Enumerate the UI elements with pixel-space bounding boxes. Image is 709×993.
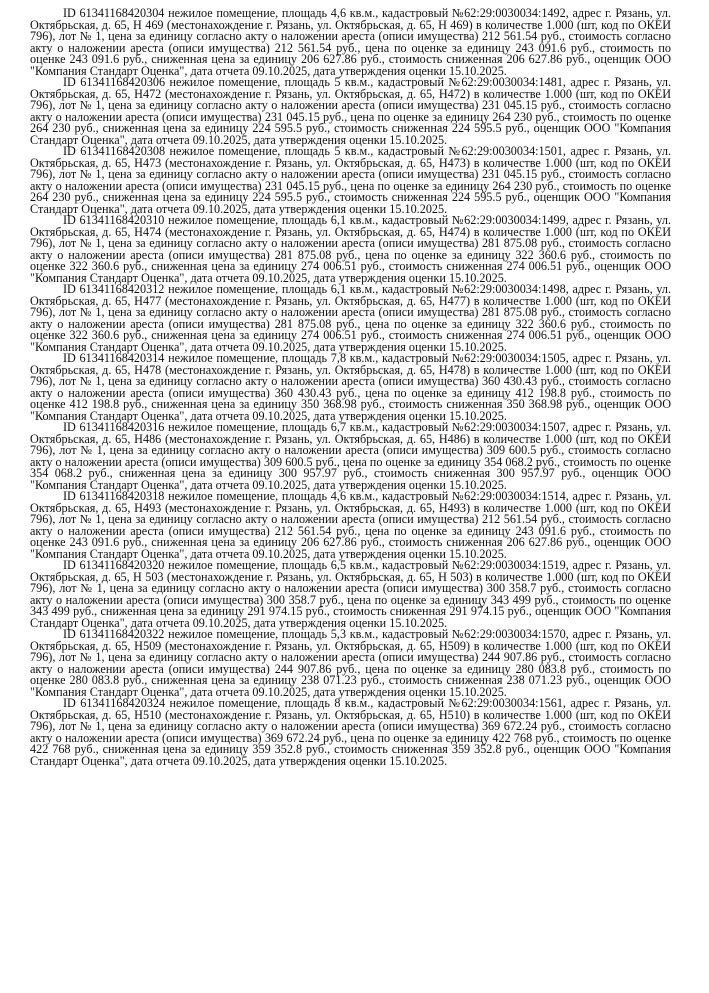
lot-item-paragraph: ID 61341168420312 нежилое помещение, площадь 6,1 кв.м., кадастровый №62:29:0030034:1498, адрес г. Рязань, ул. Октябрьская, д. 65, Н477 (местонахождение г. Рязань, ул. Октябрьская, д. 65, Н477) в количестве 1.000 (шт, код по ОКЕИ 796), лот № 1, цена за единицу согласно акту о наложении ареста (описи имущества) 281 875.08 руб., стоимость согласно акту о наложении ареста (описи имущества) 281 875.08 руб., цена по оценке за единицу 322 360.6 руб., стоимость по оценке 322 360.6 руб., сниженная цена за единицу 274 006.51 руб., стоимость сниженная 274 006.51 руб., оценщик ООО "Компания Стандарт Оценка", дата отчета 09.10.2025, дата утверждения оценки 15.10.2025. xyxy=(30,282,671,354)
document-page xyxy=(30,8,671,767)
lot-item-paragraph: ID 61341168420306 нежилое помещение, площадь 5 кв.м., кадастровый №62:29:0030034:1481, адрес г. Рязань, ул. Октябрьская, д. 65, Н472 (местонахождение г. Рязань, ул. Октябрьская, д. 65, Н472) в количестве 1.000 (шт, код по ОКЕИ 796), лот № 1, цена за единицу согласно акту о наложении ареста (описи имущества) 231 045.15 руб., стоимость согласно акту о наложении ареста (описи имущества) 231 045.15 руб., цена по оценке за единицу 264 230 руб., стоимость по оценке 264 230 руб., сниженная цена за единицу 224 595.5 руб., стоимость сниженная 224 595.5 руб., оценщик ООО "Компания Стандарт Оценка", дата отчета 09.10.2025, дата утверждения оценки 15.10.2025. xyxy=(30,75,671,147)
lot-item-paragraph: ID 61341168420322 нежилое помещение, площадь 5,3 кв.м., кадастровый №62:29:0030034:1570, адрес г. Рязань, ул. Октябрьская, д. 65, Н509 (местонахождение г. Рязань, ул. Октябрьская, д. 65, Н509) в количестве 1.000 (шт, код по ОКЕИ 796), лот № 1, цена за единицу согласно акту о наложении ареста (описи имущества) 244 907.86 руб., стоимость согласно акту о наложении ареста (описи имущества) 244 907.86 руб., цена по оценке за единицу 280 083.8 руб., стоимость по оценке 280 083.8 руб., сниженная цена за единицу 238 071.23 руб., стоимость сниженная 238 071.23 руб., оценщик ООО "Компания Стандарт Оценка", дата отчета 09.10.2025, дата утверждения оценки 15.10.2025. xyxy=(30,627,671,699)
lot-item-paragraph: ID 61341168420314 нежилое помещение, площадь 7,8 кв.м., кадастровый №62:29:0030034:1505, адрес г. Рязань, ул. Октябрьская, д. 65, Н478 (местонахождение г. Рязань, ул. Октябрьская, д. 65, Н478) в количестве 1.000 (шт, код по ОКЕИ 796), лот № 1, цена за единицу согласно акту о наложении ареста (описи имущества) 360 430.43 руб., стоимость согласно акту о наложении ареста (описи имущества) 360 430.43 руб., цена по оценке за единицу 412 198.8 руб., стоимость по оценке 412 198.8 руб., сниженная цена за единицу 350 368.98 руб., стоимость сниженная 350 368.98 руб., оценщик ООО "Компания Стандарт Оценка", дата отчета 09.10.2025, дата утверждения оценки 15.10.2025. xyxy=(30,351,671,423)
lot-item-paragraph: ID 61341168420318 нежилое помещение, площадь 4,6 кв.м., кадастровый №62:29:0030034:1514, адрес г. Рязань, ул. Октябрьская, д. 65, Н493 (местонахождение г. Рязань, ул. Октябрьская, д. 65, Н493) в количестве 1.000 (шт, код по ОКЕИ 796), лот № 1, цена за единицу согласно акту о наложении ареста (описи имущества) 212 561.54 руб., стоимость согласно акту о наложении ареста (описи имущества) 212 561.54 руб., цена по оценке за единицу 243 091.6 руб., стоимость по оценке 243 091.6 руб., сниженная цена за единицу 206 627.86 руб., стоимость сниженная 206 627.86 руб., оценщик ООО "Компания Стандарт Оценка", дата отчета 09.10.2025, дата утверждения оценки 15.10.2025. xyxy=(30,489,671,561)
lot-item-paragraph: ID 61341168420304 нежилое помещение, площадь 4,6 кв.м., кадастровый №62:29:0030034:1492, адрес г. Рязань, ул. Октябрьская, д. 65, Н 469 (местонахождение г. Рязань, ул. Октябрьская, д. 65, Н 469) в количестве 1.000 (шт, код по ОКЕИ 796), лот № 1, цена за единицу согласно акту о наложении ареста (описи имущества) 212 561.54 руб., стоимость согласно акту о наложении ареста (описи имущества) 212 561.54 руб., цена по оценке за единицу 243 091.6 руб., стоимость по оценке 243 091.6 руб., сниженная цена за единицу 206 627.86 руб., стоимость сниженная 206 627.86 руб., оценщик ООО "Компания Стандарт Оценка", дата отчета 09.10.2025, дата утверждения оценки 15.10.2025. xyxy=(30,6,671,78)
lot-item-paragraph: ID 61341168420316 нежилое помещение, площадь 6,7 кв.м., кадастровый №62:29:0030034:1507, адрес г. Рязань, ул. Октябрьская, д. 65, Н486 (местонахождение г. Рязань, ул. Октябрьская, д. 65, Н486) в количестве 1.000 (шт, код по ОКЕИ 796), лот № 1, цена за единицу согласно акту о наложении ареста (описи имущества) 309 600.5 руб., стоимость согласно акту о наложении ареста (описи имущества) 309 600.5 руб., цена по оценке за единицу 354 068.2 руб., стоимость по оценке 354 068.2 руб., сниженная цена за единицу 300 957.97 руб., стоимость сниженная 300 957.97 руб., оценщик ООО "Компания Стандарт Оценка", дата отчета 09.10.2025, дата утверждения оценки 15.10.2025. xyxy=(30,420,671,492)
lot-item-paragraph: ID 61341168420320 нежилое помещение, площадь 6,5 кв.м., кадастровый №62:29:0030034:1519, адрес г. Рязань, ул. Октябрьская, д. 65, Н 503 (местонахождение г. Рязань, ул. Октябрьская, д. 65, Н 503) в количестве 1.000 (шт, код по ОКЕИ 796), лот № 1, цена за единицу согласно акту о наложении ареста (описи имущества) 300 358.7 руб., стоимость согласно акту о наложении ареста (описи имущества) 300 358.7 руб., цена по оценке за единицу 343 499 руб., стоимость по оценке 343 499 руб., сниженная цена за единицу 291 974.15 руб., стоимость сниженная 291 974.15 руб., оценщик ООО "Компания Стандарт Оценка", дата отчета 09.10.2025, дата утверждения оценки 15.10.2025. xyxy=(30,558,671,630)
lot-item-paragraph: ID 61341168420310 нежилое помещение, площадь 6,1 кв.м., кадастровый №62:29:0030034:1499, адрес г. Рязань, ул. Октябрьская, д. 65, Н474 (местонахождение г. Рязань, ул. Октябрьская, д. 65, Н474) в количестве 1.000 (шт, код по ОКЕИ 796), лот № 1, цена за единицу согласно акту о наложении ареста (описи имущества) 281 875.08 руб., стоимость согласно акту о наложении ареста (описи имущества) 281 875.08 руб., цена по оценке за единицу 322 360.6 руб., стоимость по оценке 322 360.6 руб., сниженная цена за единицу 274 006.51 руб., стоимость сниженная 274 006.51 руб., оценщик ООО "Компания Стандарт Оценка", дата отчета 09.10.2025, дата утверждения оценки 15.10.2025. xyxy=(30,213,671,285)
lot-item-paragraph: ID 61341168420308 нежилое помещение, площадь 5 кв.м., кадастровый №62:29:0030034:1501, адрес г. Рязань, ул. Октябрьская, д. 65, Н473 (местонахождение г. Рязань, ул. Октябрьская, д. 65, Н473) в количестве 1.000 (шт, код по ОКЕИ 796), лот № 1, цена за единицу согласно акту о наложении ареста (описи имущества) 231 045.15 руб., стоимость согласно акту о наложении ареста (описи имущества) 231 045.15 руб., цена по оценке за единицу 264 230 руб., стоимость по оценке 264 230 руб., сниженная цена за единицу 224 595.5 руб., стоимость сниженная 224 595.5 руб., оценщик ООО "Компания Стандарт Оценка", дата отчета 09.10.2025, дата утверждения оценки 15.10.2025. xyxy=(30,144,671,216)
lot-item-paragraph: ID 61341168420324 нежилое помещение, площадь 8 кв.м., кадастровый №62:29:0030034:1561, адрес г. Рязань, ул. Октябрьская, д. 65, Н510 (местонахождение г. Рязань, ул. Октябрьская, д. 65, Н510) в количестве 1.000 (шт, код по ОКЕИ 796), лот № 1, цена за единицу согласно акту о наложении ареста (описи имущества) 369 672.24 руб., стоимость согласно акту о наложении ареста (описи имущества) 369 672.24 руб., цена по оценке за единицу 422 768 руб., стоимость по оценке 422 768 руб., сниженная цена за единицу 359 352.8 руб., стоимость сниженная 359 352.8 руб., оценщик ООО "Компания Стандарт Оценка", дата отчета 09.10.2025, дата утверждения оценки 15.10.2025. xyxy=(30,696,671,768)
